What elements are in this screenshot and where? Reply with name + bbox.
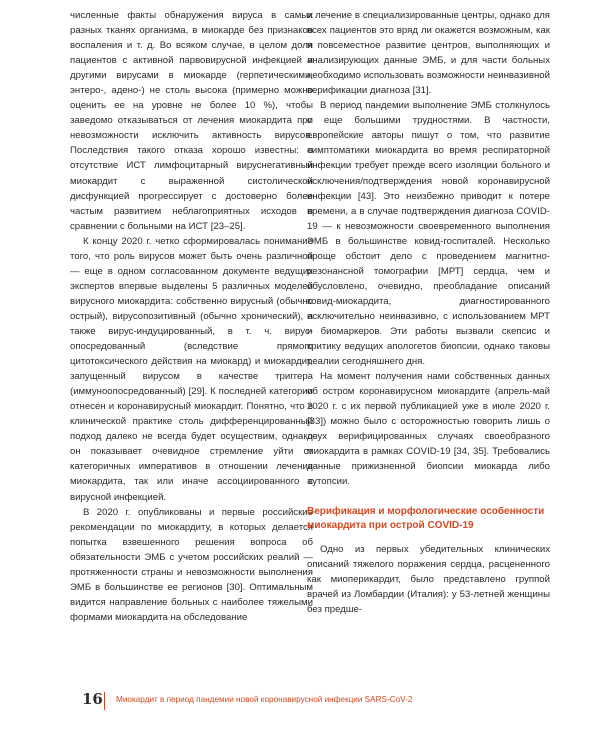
paragraph: В 2020 г. опубликованы и первые российские рекомендации по миокардиту, в которых делается попытка взвешенного решения вопроса об обязательности ЭМБ с учетом российских реалий — протяженности страны и невозможности выполнения ЭМБ в большинстве ее регионов [30]. Оптимальным видится направление больных с наиболее тяжелыми формами миокардита на обследование — [70, 506, 313, 623]
right-column — [307, 8, 550, 617]
paragraph: К концу 2020 г. четко сформировалась понимание того, что роль вирусов может быть очень различной — еще в одном согласованном документе ведущих экспертов впервые выделены 5 различных моделей вирусного миокардита: собственно вирусный (обычно острый), вирусопозитивный (обычно хронический), а также вирус-индуцированный, в т. ч. вирус-опосредованный (вследствие прямого цитотоксического действия на миокард) и миокардит, запущенный вирусом в качестве триггера (иммуноопосредованный) [29]. К последней категории отнесен и коронавирусный миокардит. Понятно, что в клинической практике столь дифференцированный подход далеко не всегда будет осуществим, однако он показывает очевидное стремление уйти от категоричных императивов в отношении лечения миокардита, так или иначе ассоциированного с вирусной инфекцией. — [70, 235, 313, 503]
paragraph: На момент получения нами собственных данных об остром коронавирусном миокардите (апрель-май 2020 г. с их первой публикацией уже в июле 2020 г. [33]) можно было с осторожностью говорить лишь о двух верифицированных случаях своеобразного миокардита в рамках COVID-19 [34, 35]. Требовались данные прижизненной биопсии миокарда либо аутопсии. — [307, 371, 550, 488]
running-title: Миокардит в период пандемии новой коронавирусной инфекции SARS-CoV-2 — [116, 695, 413, 704]
paragraph: В период пандемии выполнение ЭМБ столкнулось с еще большими трудностями. В частности, европейские авторы пишут о том, что развитие симптоматики миокардита во время респираторной инфекции требует прежде всего изоляции больного и исключения/подтверждения новой коронавирусной инфекции [43]. Это неизбежно приводит к потере времени, а в случае подтверждения диагноза COVID-19 — к невозможности своевременного выполнения ЭМБ в большинстве ковид-госпиталей. Несколько проще обстоит дело с проведением магнитно-резонансной томографии [МРТ] сердца, чем и обусловлено, очевидно, преобладание описаний ковид-миокардита, диагностированного исключительно неинвазивно, с использованием МРТ и биомаркеров. Эти работы вызвали скепсис и критику ведущих апологетов биопсии, однако таковы реалии сегодняшнего дня. — [307, 100, 550, 368]
footer-divider — [104, 692, 105, 710]
left-column — [70, 8, 313, 625]
section-heading: Верификация и морфологические особенности миокардита при острой COVID-19 — [307, 505, 545, 531]
page-number: 16 — [82, 690, 103, 708]
paragraph: и лечение в специализированные центры, однако для всех пациентов это вряд ли окажется возможным, как и повсеместное развитие центров, выполняющих и анализирующих данные ЭМБ, и для части больных необходимо использовать возможности неинвазивной верификации диагноза [31]. — [307, 10, 550, 97]
paragraph: Одно из первых убедительных клинических описаний тяжелого поражения сердца, расцененного как миоперикардит, было представлено группой врачей из Ломбардии (Италия): у 53-летней женщины без предше- — [307, 543, 550, 615]
page-footer — [62, 690, 552, 712]
paragraph: численные факты обнаружения вируса в самых разных тканях организма, в миокарде без признаков воспаления и т. д. Во всяком случае, в целом доля пациентов с активной парвовирусной инфекцией и другими вирусами в миокарде (герпетическими, энтеро-, адено-) не столь высока (примерно можно оценить ее на уровне не более 10 %), чтобы заведомо отказываться от лечения миокардита при невозможности исключить активность вирусов. Последствия такого отказа хорошо известны: в отсутствие ИСТ лимфоцитарный вируснегативный миокардит с выраженной систолической дисфункцией прогрессирует с достоверно более частым развитием неблагоприятных исходов в сравнении с больными на ИСТ [23–25]. — [70, 10, 313, 232]
